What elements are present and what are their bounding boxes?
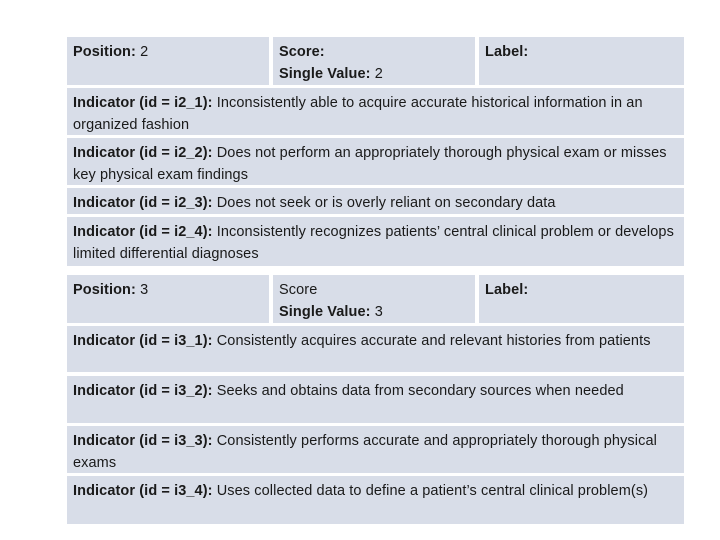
indicator-row (67, 188, 684, 214)
indicator-text: Does not perform an appropriately thorough physical exam or misses key physical exam findings (73, 145, 667, 183)
indicator-text: Consistently acquires accurate and relevant histories from patients (216, 333, 651, 349)
indicator-row (67, 88, 684, 135)
indicator-id: Indicator (id = i3_1): (73, 333, 213, 349)
label-label: Label: (485, 282, 529, 298)
indicator-id: Indicator (id = i2_4): (73, 224, 213, 240)
indicator-text: Does not seek or is overly reliant on secondary data (216, 195, 556, 211)
label-cell (479, 275, 684, 323)
position-value: 2 (140, 44, 149, 60)
score-label: Score: (279, 44, 325, 60)
indicator-id: Indicator (id = i3_4): (73, 483, 213, 499)
label-cell (479, 37, 684, 85)
score-cell (273, 275, 475, 323)
indicator-row (67, 138, 684, 185)
score-label: Score (279, 282, 318, 298)
position-value: 3 (140, 282, 149, 298)
indicator-row (67, 426, 684, 473)
indicator-id: Indicator (id = i3_2): (73, 383, 213, 399)
position-label: Position: (73, 282, 136, 298)
position-label: Position: (73, 44, 136, 60)
position-cell (67, 275, 269, 323)
score-cell (273, 37, 475, 85)
indicator-id: Indicator (id = i2_2): (73, 145, 213, 161)
single-value: 2 (374, 66, 383, 82)
indicator-id: Indicator (id = i2_3): (73, 195, 213, 211)
indicator-id: Indicator (id = i2_1): (73, 95, 213, 111)
indicator-text: Inconsistently recognizes patients’ central clinical problem or develops limited differential diagnoses (73, 224, 674, 262)
indicator-text: Seeks and obtains data from secondary sources when needed (216, 383, 624, 399)
single-value: 3 (374, 304, 383, 320)
single-value-label: Single Value: (279, 304, 371, 320)
indicator-id: Indicator (id = i3_3): (73, 433, 213, 449)
indicator-row (67, 326, 684, 372)
single-value-label: Single Value: (279, 66, 371, 82)
indicator-text: Uses collected data to define a patient’s central clinical problem(s) (216, 483, 649, 499)
indicator-text: Inconsistently able to acquire accurate historical information in an organized fashion (73, 95, 643, 133)
indicator-row (67, 476, 684, 524)
indicator-text: Consistently performs accurate and appropriately thorough physical exams (73, 433, 657, 471)
label-label: Label: (485, 44, 529, 60)
indicator-row (67, 217, 684, 266)
position-cell (67, 37, 269, 85)
indicator-row (67, 376, 684, 423)
